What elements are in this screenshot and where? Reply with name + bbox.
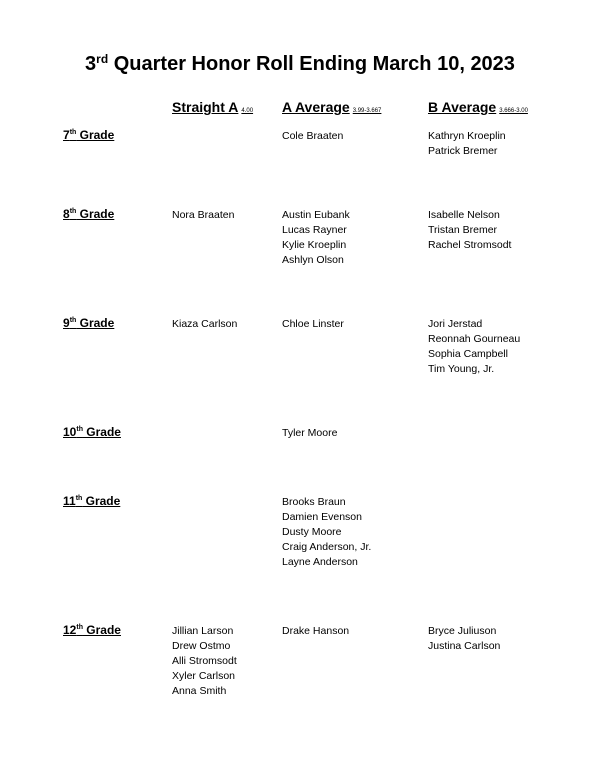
grade-label-8 bbox=[63, 207, 114, 221]
student-name: Jillian Larson bbox=[172, 625, 234, 637]
student-name: Damien Evenson bbox=[282, 511, 362, 523]
title-text: Quarter Honor Roll Ending March 10, 2023 bbox=[108, 53, 515, 75]
grade-8-a-average-list bbox=[282, 208, 350, 268]
student-name: Tyler Moore bbox=[282, 427, 338, 439]
student-name: Alli Stromsodt bbox=[172, 655, 237, 667]
student-name: Anna Smith bbox=[172, 685, 227, 697]
column-header-label: Straight A bbox=[172, 99, 239, 115]
grade-number: 8 bbox=[63, 207, 70, 221]
grade-number: 10 bbox=[63, 425, 77, 439]
student-name: Chloe Linster bbox=[282, 318, 344, 330]
student-name: Lucas Rayner bbox=[282, 224, 347, 236]
grade-word: Grade bbox=[76, 128, 115, 142]
grade-word: Grade bbox=[82, 623, 121, 637]
grade-9-a-average-list bbox=[282, 317, 344, 332]
grade-suffix: th bbox=[69, 208, 77, 215]
grade-number: 12 bbox=[63, 623, 77, 637]
grade-8-straight-a-list bbox=[172, 208, 234, 223]
student-name: Reonnah Gourneau bbox=[428, 333, 521, 345]
grade-label-9 bbox=[63, 316, 114, 330]
grade-number: 9 bbox=[63, 316, 70, 330]
grade-12-b-average-list bbox=[428, 624, 500, 654]
student-name: Nora Braaten bbox=[172, 209, 235, 221]
student-name: Justina Carlson bbox=[428, 640, 501, 652]
grade-word: Grade bbox=[82, 494, 121, 508]
grade-label-7 bbox=[63, 128, 114, 142]
grade-suffix: th bbox=[75, 495, 83, 502]
grade-suffix: th bbox=[69, 317, 77, 324]
student-name: Drake Hanson bbox=[282, 625, 350, 637]
grade-word: Grade bbox=[76, 316, 115, 330]
student-name: Patrick Bremer bbox=[428, 145, 498, 157]
student-name: Bryce Juliuson bbox=[428, 625, 497, 637]
student-name: Tim Young, Jr. bbox=[428, 363, 495, 375]
column-header-gpa-range: 3.666-3.00 bbox=[499, 108, 528, 114]
student-name: Layne Anderson bbox=[282, 556, 358, 568]
student-name: Kathryn Kroeplin bbox=[428, 130, 506, 142]
student-name: Rachel Stromsodt bbox=[428, 239, 512, 251]
student-name: Isabelle Nelson bbox=[428, 209, 500, 221]
student-name: Brooks Braun bbox=[282, 496, 346, 508]
student-name: Sophia Campbell bbox=[428, 348, 508, 360]
grade-9-b-average-list bbox=[428, 317, 520, 377]
grade-12-straight-a-list bbox=[172, 624, 237, 699]
grade-suffix: th bbox=[76, 624, 83, 631]
grade-word: Grade bbox=[82, 425, 121, 439]
column-header-label: B Average bbox=[428, 99, 497, 115]
column-header-gpa-range: 4.00 bbox=[241, 108, 254, 114]
grade-label-11 bbox=[63, 494, 120, 508]
student-name: Austin Eubank bbox=[282, 209, 350, 221]
grade-label-10 bbox=[63, 425, 121, 439]
grade-number: 7 bbox=[63, 128, 70, 142]
student-name: Drew Ostmo bbox=[172, 640, 231, 652]
student-name: Kylie Kroeplin bbox=[282, 239, 347, 251]
grade-suffix: th bbox=[69, 129, 77, 136]
page-title bbox=[0, 52, 600, 76]
student-name: Dusty Moore bbox=[282, 526, 342, 538]
student-name: Ashlyn Olson bbox=[282, 254, 344, 266]
student-name: Tristan Bremer bbox=[428, 224, 498, 236]
grade-suffix: th bbox=[76, 426, 83, 433]
grade-9-straight-a-list bbox=[172, 317, 237, 332]
grade-11-a-average-list bbox=[282, 495, 371, 570]
student-name: Craig Anderson, Jr. bbox=[282, 541, 372, 553]
grade-10-a-average-list bbox=[282, 426, 337, 441]
student-name: Jori Jerstad bbox=[428, 318, 483, 330]
grade-7-a-average-list bbox=[282, 129, 343, 144]
title-ordinal-suffix: rd bbox=[96, 52, 109, 66]
column-header-label: A Average bbox=[282, 99, 350, 115]
grade-8-b-average-list bbox=[428, 208, 511, 253]
title-ordinal-number: 3 bbox=[85, 53, 97, 75]
column-header-a-average bbox=[282, 99, 381, 115]
student-name: Kiaza Carlson bbox=[172, 318, 238, 330]
grade-number: 11 bbox=[63, 494, 76, 508]
column-header-straight-a bbox=[172, 99, 253, 115]
grade-7-b-average-list bbox=[428, 129, 506, 159]
column-header-gpa-range: 3.99-3.667 bbox=[352, 108, 382, 114]
grade-word: Grade bbox=[76, 207, 115, 221]
grade-label-12 bbox=[63, 623, 121, 637]
student-name: Xyler Carlson bbox=[172, 670, 236, 682]
student-name: Cole Braaten bbox=[282, 130, 344, 142]
column-header-b-average bbox=[428, 99, 528, 115]
grade-12-a-average-list bbox=[282, 624, 349, 639]
